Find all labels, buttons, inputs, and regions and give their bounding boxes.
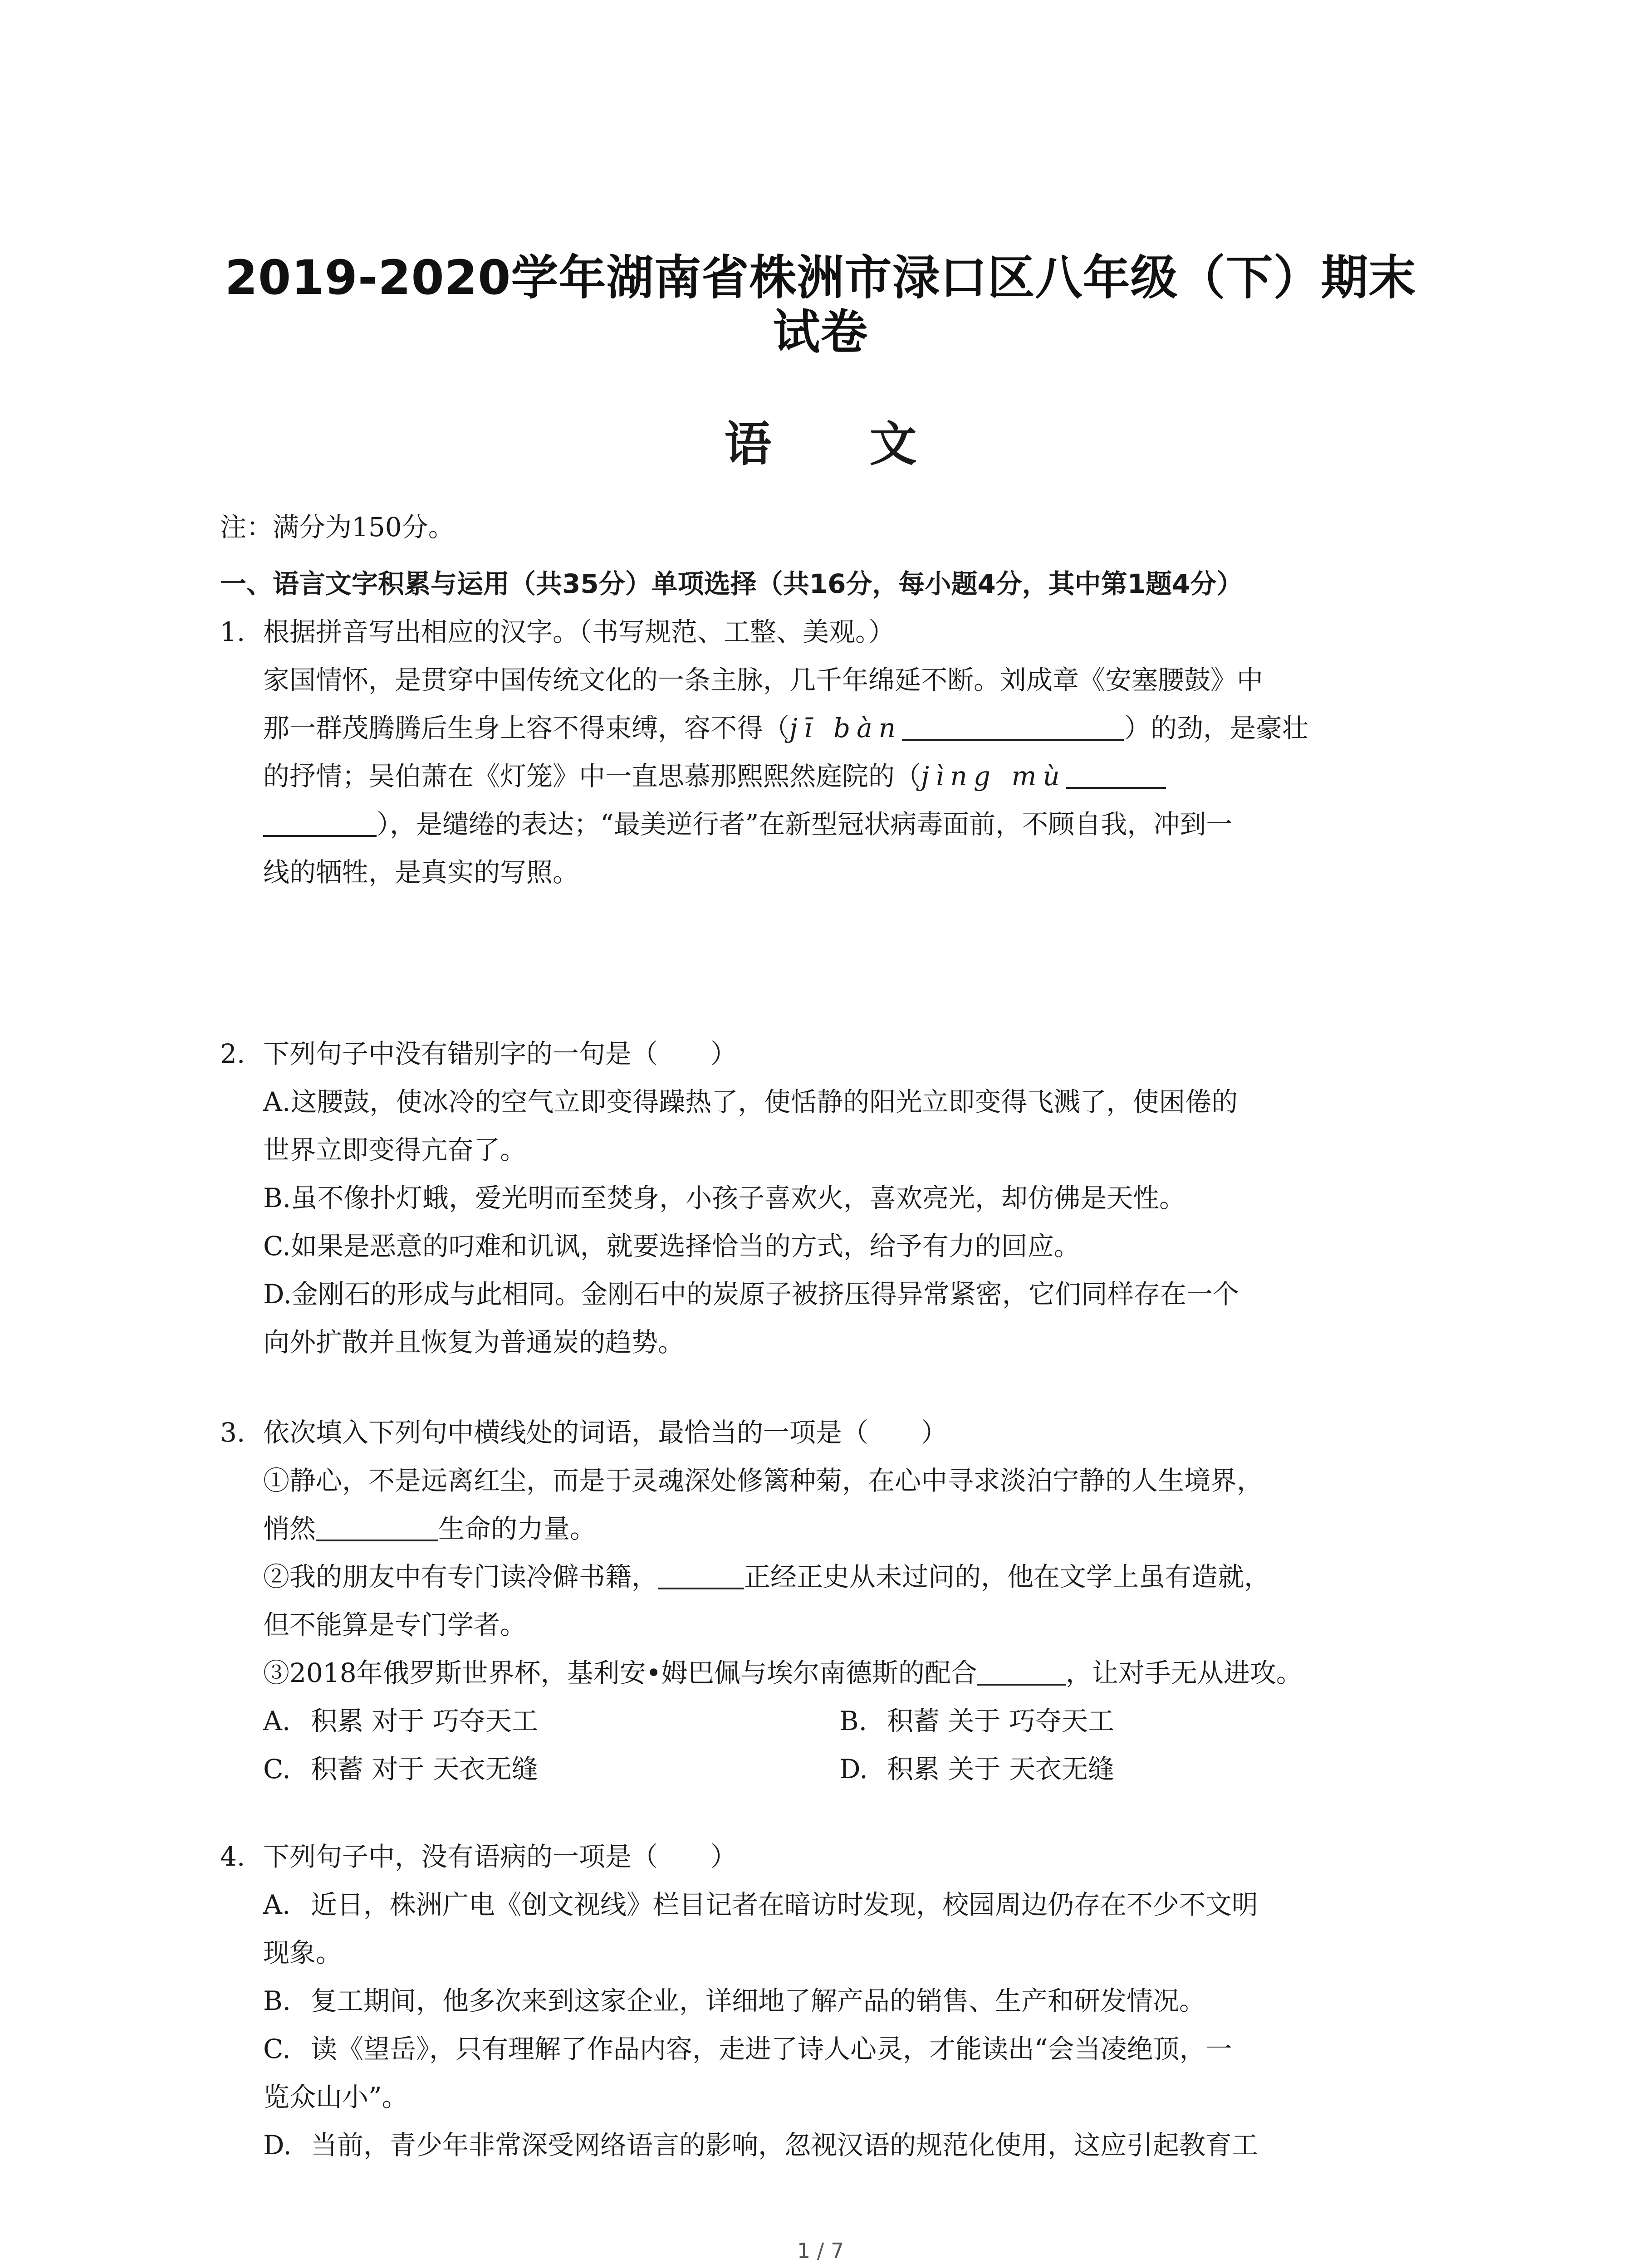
passage-line: 家国情怀，是贯穿中国传统文化的一条主脉，几千年绵延不断。刘成章《安塞腰鼓》中 — [263, 665, 1264, 695]
question-4-options — [220, 1881, 1445, 2169]
option-d[interactable] — [263, 1270, 1445, 1318]
option-b[interactable] — [839, 1697, 1416, 1745]
option-c-cont — [263, 2073, 1445, 2121]
passage-text: 的抒情；吴伯萧在《灯笼》中一直思慕那熙熙然庭院的（ — [263, 761, 921, 792]
option-a[interactable] — [263, 1078, 1445, 1126]
option-text: 金刚石的形成与此相同。金刚石中的炭原子被挤压得异常紧密，它们同样存在一个 — [291, 1279, 1239, 1310]
option-c[interactable] — [263, 2025, 1445, 2073]
sentence-text: 正经正史从未过问的，他在文学上虽有造就， — [744, 1561, 1271, 1592]
sentence-text: ③2018年俄罗斯世界杯，基利安•姆巴佩与埃尔南德斯的配合 — [263, 1657, 977, 1688]
passage-line — [263, 752, 1445, 800]
question-2-options — [220, 1078, 1445, 1366]
question-4-number: 4. — [220, 1841, 245, 1872]
question-1-number: 1. — [220, 616, 245, 647]
option-b[interactable] — [263, 1174, 1445, 1222]
question-1-passage — [220, 656, 1445, 896]
answer-blank-2[interactable] — [1066, 761, 1166, 789]
option-row — [263, 1697, 1445, 1745]
option-d[interactable] — [263, 2121, 1445, 2169]
question-3-stem-text: 依次填入下列句中横线处的词语，最恰当的一项是（ ） — [263, 1417, 948, 1448]
option-a[interactable] — [263, 1881, 1445, 1929]
passage-text: ），是缱绻的表达；“最美逆行者”在新型冠状病毒面前，不顾自我，冲到一 — [377, 809, 1233, 840]
option-label: A. — [263, 1889, 291, 1920]
option-a[interactable] — [263, 1697, 839, 1745]
question-1-stem-text: 根据拼音写出相应的汉字。（书写规范、工整、美观。） — [263, 616, 895, 647]
option-text: 览众山小”。 — [263, 2082, 408, 2112]
option-b[interactable] — [263, 1977, 1445, 2025]
option-c[interactable] — [263, 1222, 1445, 1270]
score-note: 注：满分为150分。 — [220, 512, 455, 543]
option-label: B. — [263, 1985, 291, 2016]
sentence-text: ②我的朋友中有专门读冷僻书籍， — [263, 1561, 658, 1592]
exam-title-line-1: 2019-2020学年湖南省株洲市渌口区八年级（下）期末 — [225, 250, 1416, 305]
option-text: 当前，青少年非常深受网络语言的影响，忽视汉语的规范化使用，这应引起教育工 — [311, 2130, 1259, 2160]
option-text: 积蓄 对于 天衣无缝 — [311, 1754, 538, 1784]
option-text: 世界立即变得亢奋了。 — [263, 1134, 527, 1165]
pinyin-jingmu: jìng mù — [921, 761, 1066, 792]
option-label: D. — [839, 1754, 868, 1784]
option-text: 如果是恶意的叼难和讥讽，就要选择恰当的方式，给予有力的回应。 — [290, 1231, 1080, 1261]
option-label: A. — [263, 1706, 291, 1736]
subject-heading: 语 文 — [724, 416, 958, 472]
sentence-text: 悄然 — [263, 1513, 316, 1544]
answer-blank-1[interactable] — [902, 713, 1124, 741]
passage-line — [263, 704, 1445, 752]
option-row — [263, 1745, 1445, 1793]
option-label: D. — [263, 1279, 292, 1310]
question-3-sentences — [220, 1457, 1445, 1793]
option-text: 虽不像扑灯蛾，爱光明而至焚身，小孩子喜欢火，喜欢亮光，却仿佛是天性。 — [291, 1183, 1186, 1213]
option-text: 读《望岳》，只有理解了作品内容，走进了诗人心灵，才能读出“会当凌绝顶，一 — [311, 2033, 1232, 2064]
sentence-1-cont — [263, 1505, 1445, 1553]
passage-text: 那一群茂腾腾后生身上容不得束缚，容不得（ — [263, 713, 790, 743]
option-text: 积累 关于 天衣无缝 — [887, 1754, 1114, 1784]
option-label: B. — [263, 1183, 291, 1213]
option-text: 这腰鼓，使冰冷的空气立即变得躁热了，使恬静的阳光立即变得飞溅了，使困倦的 — [290, 1086, 1238, 1117]
question-3-number: 3. — [220, 1417, 245, 1448]
answer-blank-2-cont[interactable] — [263, 809, 377, 837]
fill-blank-2[interactable] — [658, 1561, 744, 1589]
passage-text: ）的劲，是豪壮 — [1124, 713, 1309, 743]
sentence-1: ①静心，不是远离红尘，而是于灵魂深处修篱种菊，在心中寻求淡泊宁静的人生境界， — [263, 1465, 1264, 1496]
sentence-2-cont: 但不能算是专门学者。 — [263, 1609, 527, 1640]
option-text: 积累 对于 巧夺天工 — [311, 1706, 538, 1736]
option-label: C. — [263, 1231, 291, 1261]
option-c[interactable] — [263, 1745, 839, 1793]
fill-blank-3[interactable] — [977, 1657, 1066, 1686]
option-d-cont — [263, 1318, 1445, 1366]
option-text: 现象。 — [263, 1937, 343, 1968]
question-2-stem-text: 下列句子中没有错别字的一句是（ ） — [263, 1038, 737, 1069]
option-d[interactable] — [839, 1745, 1416, 1793]
question-2-stem — [220, 1030, 1445, 1078]
question-1 — [220, 608, 1445, 896]
option-a-cont — [263, 1126, 1445, 1174]
question-4-stem-text: 下列句子中，没有语病的一项是（ ） — [263, 1841, 737, 1872]
question-3 — [220, 1408, 1445, 1793]
option-text: 近日，株洲广电《创文视线》栏目记者在暗访时发现，校园周边仍存在不少不文明 — [311, 1889, 1259, 1920]
sentence-3 — [263, 1649, 1445, 1697]
passage-line — [263, 800, 1445, 848]
sentence-text: ，让对手无从进攻。 — [1065, 1657, 1303, 1688]
option-label: A. — [263, 1086, 291, 1117]
passage-line: 线的牺牲，是真实的写照。 — [263, 857, 579, 888]
fill-blank-1[interactable] — [316, 1513, 438, 1541]
sentence-2 — [263, 1553, 1445, 1601]
question-4-stem — [220, 1833, 1445, 1881]
section-1-heading: 一、语言文字积累与运用（共35分）单项选择（共16分，每小题4分，其中第1题4分） — [220, 568, 1243, 599]
pinyin-jiban: jī bàn — [789, 713, 902, 743]
question-3-stem — [220, 1408, 1445, 1457]
question-2-number: 2. — [220, 1038, 245, 1069]
sentence-text: 生命的力量。 — [438, 1513, 597, 1544]
option-text: 积蓄 关于 巧夺天工 — [887, 1706, 1114, 1736]
question-2 — [220, 1030, 1445, 1366]
option-label: D. — [263, 2130, 292, 2160]
option-a-cont — [263, 1929, 1445, 1977]
option-text: 复工期间，他多次来到这家企业，详细地了解产品的销售、生产和研发情况。 — [311, 1985, 1206, 2016]
page-number: 1 / 7 — [797, 2239, 844, 2263]
question-1-stem — [220, 608, 1445, 656]
exam-title-line-2: 试卷 — [773, 304, 868, 360]
option-label: B. — [839, 1706, 867, 1736]
option-label: C. — [263, 2033, 291, 2064]
question-4 — [220, 1833, 1445, 2169]
option-text: 向外扩散并且恢复为普通炭的趋势。 — [263, 1327, 685, 1358]
option-label: C. — [263, 1754, 291, 1784]
